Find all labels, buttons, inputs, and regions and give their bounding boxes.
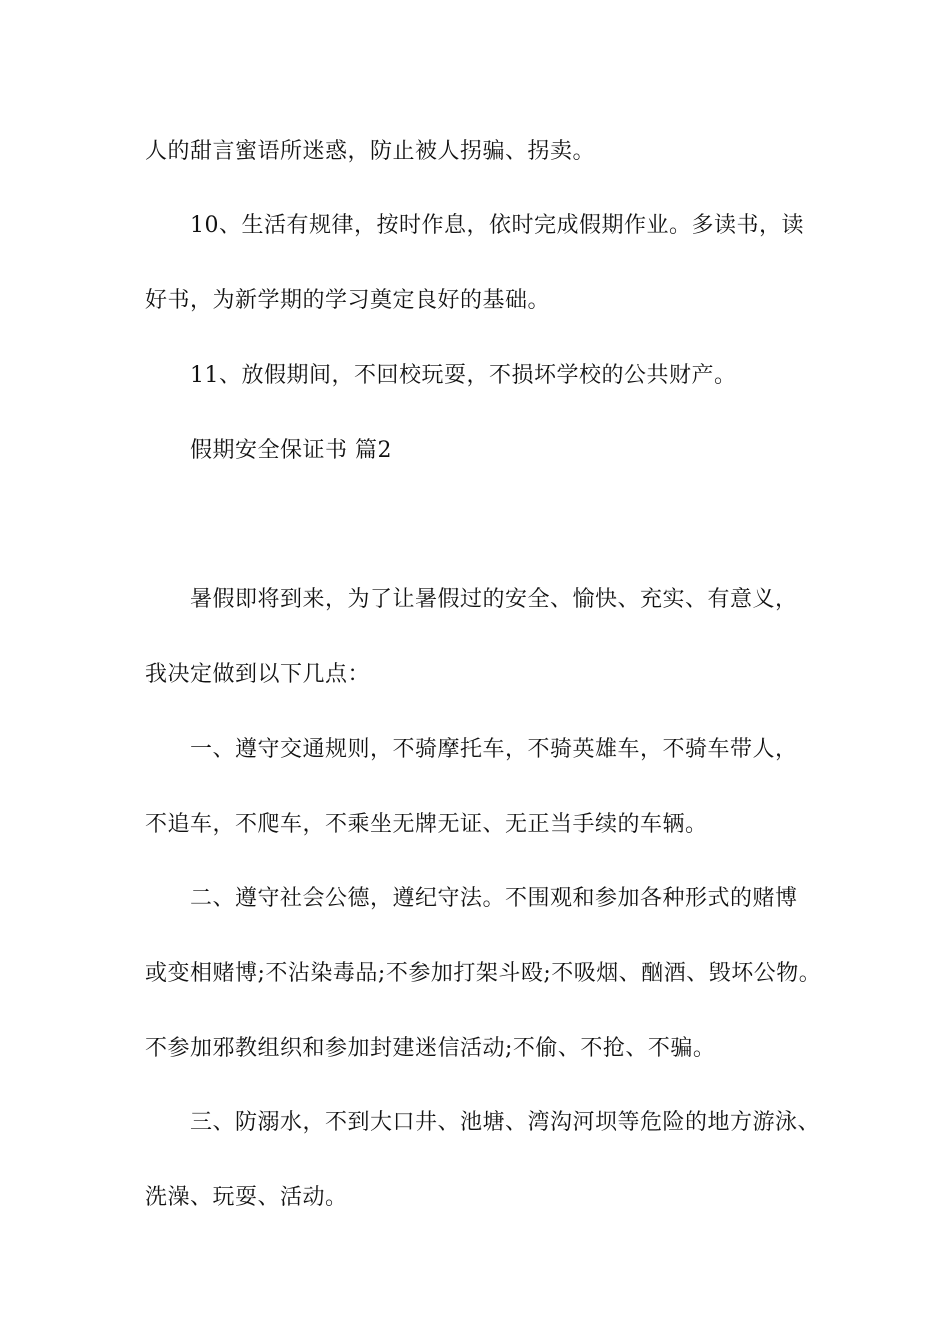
text-line: 三、防溺水，不到大口井、池塘、湾沟河坝等危险的地方游泳、	[190, 1110, 821, 1135]
text-line: 不追车，不爬车，不乘坐无牌无证、无正当手续的车辆。	[145, 812, 708, 837]
text-line: 11、放假期间，不回校玩耍，不损坏学校的公共财产。	[190, 363, 737, 388]
section-heading: 假期安全保证书 篇2	[190, 438, 392, 463]
text-line: 10、生活有规律，按时作息，依时完成假期作业。多读书，读	[190, 213, 804, 238]
text-line: 洗澡、玩耍、活动。	[145, 1185, 348, 1210]
text-line: 二、遵守社会公德，遵纪守法。不围观和参加各种形式的赌博	[190, 886, 798, 911]
text-line: 暑假即将到来，为了让暑假过的安全、愉快、充实、有意义，	[190, 587, 798, 612]
text-line: 我决定做到以下几点：	[145, 662, 371, 687]
text-line: 人的甜言蜜语所迷惑，防止被人拐骗、拐卖。	[145, 139, 596, 164]
text-line: 好书，为新学期的学习奠定良好的基础。	[145, 288, 551, 313]
text-line: 一、遵守交通规则，不骑摩托车，不骑英雄车，不骑车带人，	[190, 737, 798, 762]
text-line: 或变相赌博;不沾染毒品;不参加打架斗殴;不吸烟、酗酒、毁坏公物。	[145, 961, 822, 986]
text-line: 不参加邪教组织和参加封建迷信活动;不偷、不抢、不骗。	[145, 1036, 716, 1061]
